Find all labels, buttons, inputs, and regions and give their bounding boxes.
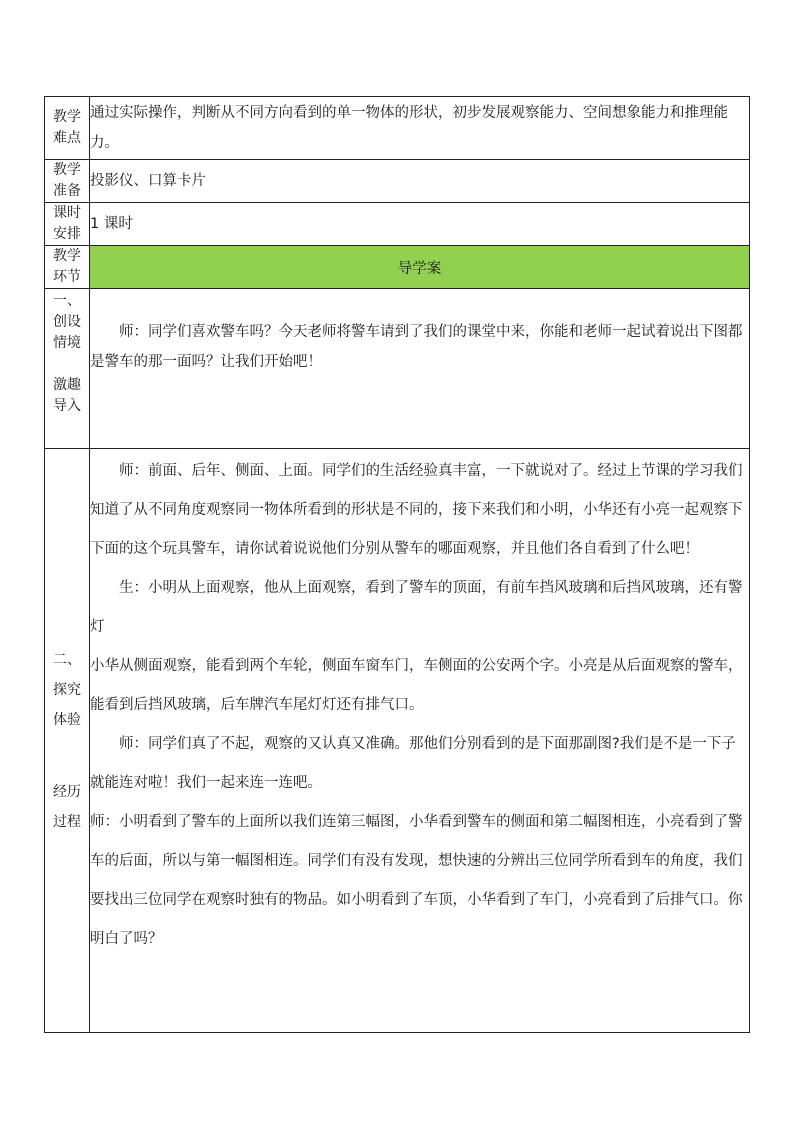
- label-section1: 一、 创设 情境 激趣 导入: [45, 289, 90, 449]
- row-schedule: [45, 203, 750, 246]
- section2-paragraph-1: 师：前面、后年、侧面、上面。同学们的生活经验真丰富，一下就说对了。经过上节课的学习我们知道了从不同角度观察同一物体所看到的形状是不同的，接下来我们和小明，小华还有小亮一起观察下下面的这个玩具警车，请你试着说说他们分别从警车的哪面观察，并且他们各自看到了什么吧！: [90, 463, 743, 557]
- row-section1: [45, 289, 750, 449]
- content-section2: [90, 449, 750, 1033]
- content-preparation: [90, 160, 750, 203]
- lesson-plan-table: [44, 96, 750, 1033]
- section2-paragraph-2: 生：小明从上面观察，他从上面观察，看到了警车的顶面，有前车挡风玻璃和后挡风玻璃，还有警灯: [90, 580, 743, 635]
- label-difficulty: 教学 难点: [45, 97, 90, 160]
- section2-paragraph-4: 师：同学们真了不起，观察的又认真又准确。那他们分别看到的是下面那副图?我们是不是一下子就能连对啦！我们一起来连一连吧。: [90, 736, 736, 791]
- label-preparation: 教学 准备: [45, 160, 90, 203]
- difficulty-text: 通过实际操作，判断从不同方向看到的单一物体的形状，初步发展观察能力、空间想象能力和推理能力。: [90, 105, 728, 151]
- section2-paragraph-3: 小华从侧面观察，能看到两个车轮，侧面车窗车门，车侧面的公安两个字。小亮是从后面观察的警车，能看到后挡风玻璃，后车牌汽车尾灯灯还有排气口。: [90, 658, 743, 713]
- content-difficulty: [90, 97, 750, 160]
- section1-paragraph: 师：同学们喜欢警车吗？今天老师将警车请到了我们的课堂中来，你能和老师一起试着说出下图都是警车的那一面吗？让我们开始吧！: [90, 324, 743, 370]
- label-stage: 教学 环节: [45, 246, 90, 289]
- schedule-text: 1 课时: [90, 216, 133, 232]
- row-difficulty: [45, 97, 750, 160]
- row-preparation: [45, 160, 750, 203]
- label-schedule: 课时 安排: [45, 203, 90, 246]
- label-section2: 二、 探究 体验 经历 过程: [45, 449, 90, 1033]
- content-schedule: [90, 203, 750, 246]
- stage-header: 导学案: [90, 246, 750, 289]
- preparation-text: 投影仪、口算卡片: [90, 173, 206, 189]
- row-section2: [45, 449, 750, 1033]
- section2-paragraph-5: 师：小明看到了警车的上面所以我们连第三幅图，小华看到警车的侧面和第二幅图相连，小亮看到了警车的后面，所以与第一幅图相连。同学们有没有发现，想快速的分辨出三位同学所看到车的角度，我们要找出三位同学在观察时独有的物品。如小明看到了车顶，小华看到了车门，小亮看到了后排气口。你明白了吗？: [90, 814, 743, 947]
- content-section1: [90, 289, 750, 449]
- row-stage: [45, 246, 750, 289]
